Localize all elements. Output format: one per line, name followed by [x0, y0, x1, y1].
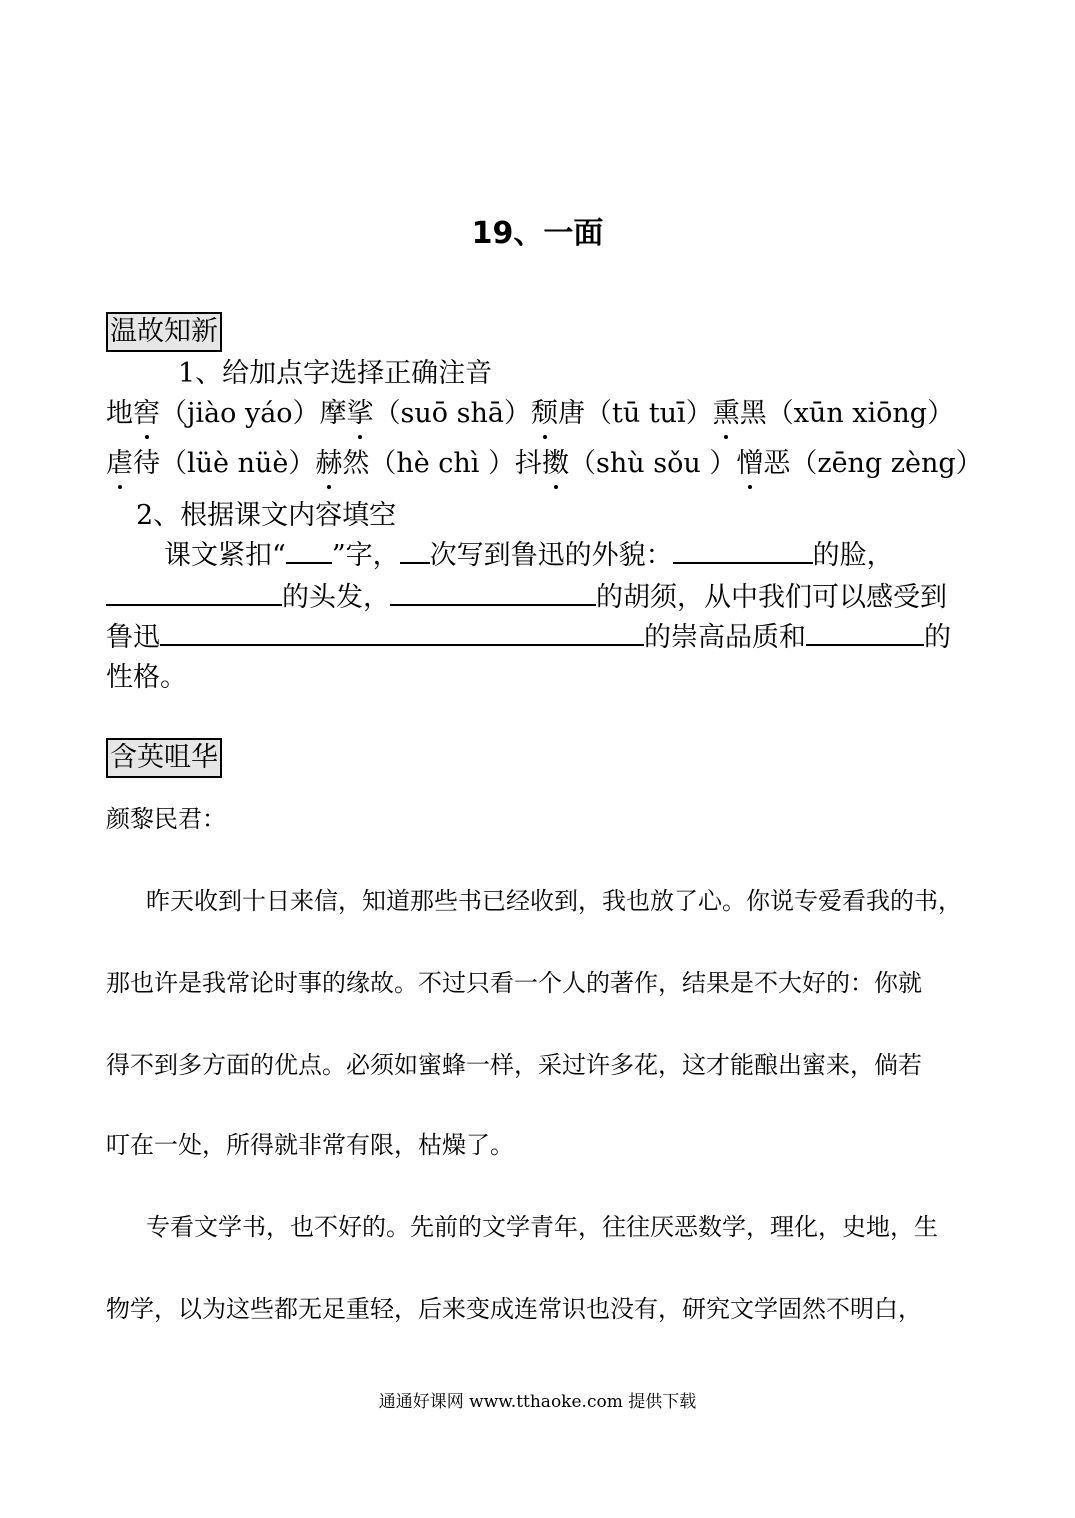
question-1-heading: 1、给加点字选择正确注音 — [178, 358, 493, 389]
dotted-character: 虐 — [106, 444, 133, 484]
letter-line: 昨天收到十日来信，知道那些书已经收到，我也放了心。你说专爱看我的书， — [146, 887, 962, 915]
fill-blank[interactable] — [390, 578, 596, 606]
word-character: 摩 — [319, 398, 347, 429]
pinyin-options: （suō shā） — [373, 398, 531, 429]
dotted-character: 擞 — [542, 444, 569, 484]
dotted-character: 挲 — [347, 394, 374, 434]
dotted-character: 憎 — [736, 444, 763, 484]
section-label-reading: 含英咀华 — [106, 738, 222, 778]
word-character: 然 — [342, 448, 370, 479]
fill-blank[interactable] — [286, 536, 332, 564]
letter-line: 那也许是我常论时事的缘故。不过只看一个人的著作，结果是不大好的：你就 — [106, 969, 922, 997]
pinyin-item — [531, 398, 713, 429]
pinyin-item — [713, 398, 954, 429]
dotted-character: 赫 — [315, 444, 342, 484]
pinyin-row-1 — [106, 394, 954, 434]
page-title: 19、一面 — [471, 216, 604, 251]
pinyin-item — [106, 448, 315, 479]
fill-text: 的脸， — [812, 540, 894, 571]
fill-text: 次写到鲁迅的外貌： — [429, 540, 673, 571]
fill-text: 鲁迅 — [106, 622, 160, 653]
fill-blank[interactable] — [400, 536, 430, 564]
fill-blank[interactable] — [160, 618, 644, 646]
pinyin-options: （zēng zèng） — [790, 448, 983, 479]
word-character: 抖 — [515, 448, 543, 479]
pinyin-item — [315, 448, 515, 479]
letter-line: 叮在一处，所得就非常有限，枯燥了。 — [106, 1131, 514, 1159]
letter-salutation: 颜黎民君： — [106, 805, 226, 833]
letter-line: 得不到多方面的优点。必须如蜜蜂一样，采过许多花，这才能酿出蜜来，倘若 — [106, 1051, 922, 1079]
fill-line-4: 性格。 — [106, 662, 187, 693]
pinyin-options: （tū tuī） — [585, 398, 713, 429]
fill-blank[interactable] — [806, 618, 924, 646]
fill-line-3 — [106, 618, 951, 658]
question-2-heading: 2、根据课文内容填空 — [136, 500, 397, 531]
fill-text: 课文紧扣“ — [164, 540, 286, 571]
dotted-character: 窖 — [133, 394, 160, 434]
fill-text: 的胡须，从中我们可以感受到 — [596, 582, 947, 613]
fill-text: 的 — [924, 622, 951, 653]
fill-line-2 — [106, 578, 947, 618]
fill-blank[interactable] — [673, 536, 813, 564]
fill-text: 的头发， — [282, 582, 390, 613]
pinyin-options: （hè chì ） — [369, 448, 516, 479]
fill-text: 的崇高品质和 — [644, 622, 806, 653]
pinyin-options: （shù sǒu ） — [569, 448, 737, 479]
word-character: 恶 — [763, 448, 791, 479]
pinyin-options: （jiào yáo） — [160, 398, 320, 429]
dotted-character: 熏 — [713, 394, 740, 434]
fill-blank[interactable] — [106, 578, 282, 606]
pinyin-options: （xūn xiōng） — [766, 398, 955, 429]
fill-text: ”字， — [331, 540, 400, 571]
section-label-review: 温故知新 — [106, 312, 222, 352]
pinyin-item — [106, 398, 320, 429]
word-character: 黑 — [739, 398, 767, 429]
word-character: 待 — [133, 448, 160, 479]
pinyin-item — [320, 398, 531, 429]
word-character: 唐 — [558, 398, 585, 429]
dotted-character: 颓 — [531, 394, 558, 434]
pinyin-options: （lüè nüè） — [160, 448, 316, 479]
pinyin-item — [736, 448, 982, 479]
footer: 通通好课网 www.tthaoke.com 提供下载 — [378, 1392, 697, 1412]
letter-line: 专看文学书，也不好的。先前的文学青年，往往厌恶数学，理化，史地，生 — [146, 1213, 938, 1241]
pinyin-item — [515, 448, 736, 479]
fill-line-1 — [164, 536, 894, 576]
pinyin-row-2 — [106, 444, 983, 484]
letter-line: 物学，以为这些都无足重轻，后来变成连常识也没有，研究文学固然不明白， — [106, 1295, 922, 1323]
word-character: 地 — [106, 398, 133, 429]
